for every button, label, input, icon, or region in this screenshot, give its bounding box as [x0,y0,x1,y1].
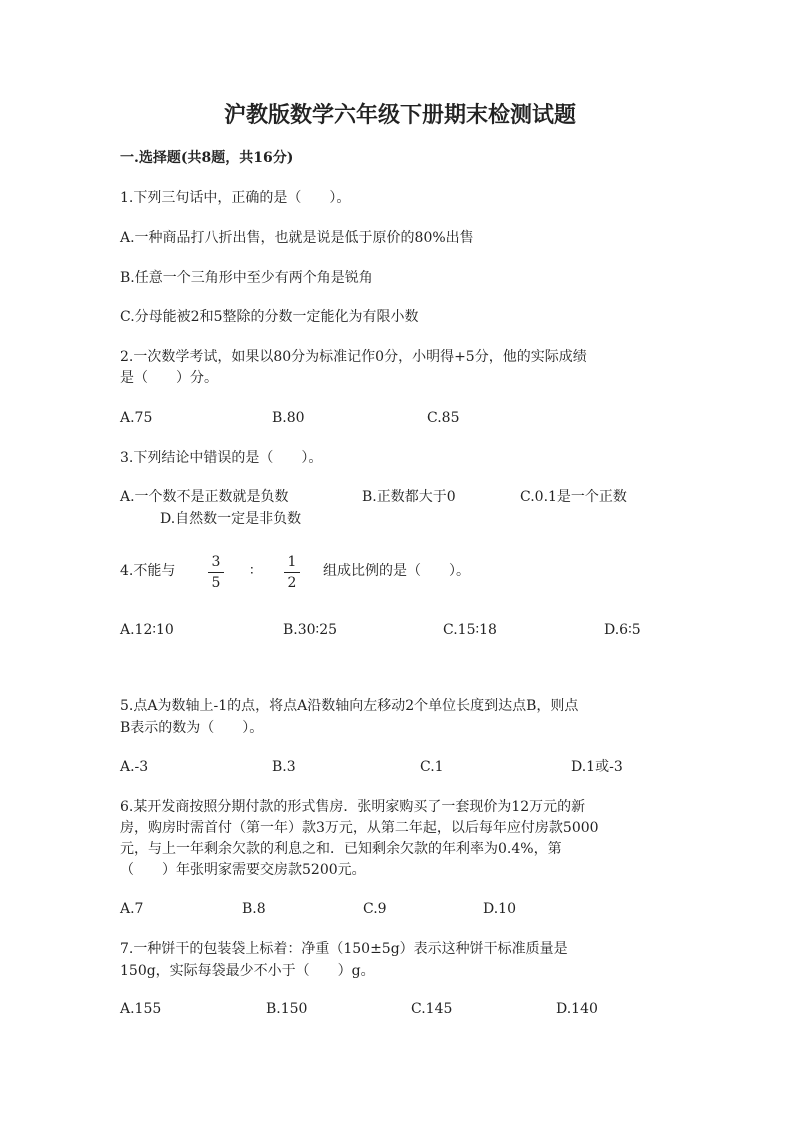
page-title: 沪教版数学六年级下册期末检测试题 [223,102,576,128]
question-6-stem-line3: 元，与上一年剩余欠款的利息之和．已知剩余欠款的年利率为0.4%，第 [120,841,562,857]
question-2-stem-line1: 2.一次数学考试，如果以80分为标准记作0分，小明得+5分，他的实际成绩 [120,349,587,365]
question-4-prefix: 4.不能与 [120,563,176,579]
question-7-stem-line2: 150g，实际每袋最少不小于（ ）g。 [120,963,375,979]
question-1-stem: 1.下列三句话中，正确的是（ ）。 [120,190,351,206]
question-3-option-a: A.一个数不是正数就是负数 [120,489,289,505]
question-3-option-c: C.0.1是一个正数 [520,489,627,505]
fraction-1-2 [282,553,302,592]
section-heading: 一.选择题(共8题，共16分) [120,150,294,166]
question-6-stem-line1: 6.某开发商按照分期付款的形式售房．张明家购买了一套现价为12万元的新 [120,799,586,815]
question-7-option-a: A.155 [120,1001,162,1017]
question-2-stem-line2: 是（ ）分。 [120,370,218,386]
fraction-3-5 [206,553,226,592]
question-4-option-d: D.6∶5 [604,622,641,638]
question-1-option-a: A.一种商品打八折出售，也就是说是低于原价的80%出售 [120,230,474,246]
question-5-option-c: C.1 [420,759,444,775]
question-5-option-d: D.1或-3 [571,759,623,775]
question-5-stem-line2: B表示的数为（ ）。 [120,720,264,736]
question-6-option-a: A.7 [120,901,144,917]
ratio-colon: ∶ [250,563,254,579]
fraction-1-2-denominator: 2 [287,575,297,591]
question-7-stem-line1: 7.一种饼干的包装袋上标着：净重（150±5g）表示这种饼干标准质量是 [120,941,568,957]
question-1-option-c: C.分母能被2和5整除的分数一定能化为有限小数 [120,309,419,325]
fraction-1-2-numerator: 1 [287,554,297,570]
question-2-option-a: A.75 [120,410,153,426]
question-6-stem-line2: 房，购房时需首付（第一年）款3万元，从第二年起，以后每年应付房款5000 [120,820,599,836]
question-4-option-a: A.12∶10 [120,622,174,638]
question-3-option-b: B.正数都大于0 [362,489,456,505]
fraction-3-5-denominator: 5 [211,575,221,591]
question-5-stem-line1: 5.点A为数轴上-1的点，将点A沿数轴向左移动2个单位长度到达点B，则点 [120,698,579,714]
question-7-option-b: B.150 [266,1001,308,1017]
fraction-3-5-numerator: 3 [211,554,221,570]
fraction-bar [284,572,300,573]
question-6-stem-line4: （ ）年张明家需要交房款5200元。 [120,862,366,878]
question-6-option-c: C.9 [363,901,387,917]
question-4-option-b: B.30∶25 [283,622,338,638]
question-7-option-c: C.145 [411,1001,453,1017]
question-2-option-b: B.80 [272,410,305,426]
question-3-stem: 3.下列结论中错误的是（ ）。 [120,450,323,466]
question-4-suffix: 组成比例的是（ ）。 [323,563,470,579]
question-2-option-c: C.85 [427,410,460,426]
question-3-option-d: D.自然数一定是非负数 [160,511,302,527]
question-6-option-b: B.8 [242,901,266,917]
fraction-bar [208,572,224,573]
question-4-option-c: C.15∶18 [443,622,497,638]
question-7-option-d: D.140 [556,1001,598,1017]
question-6-option-d: D.10 [483,901,516,917]
question-1-option-b: B.任意一个三角形中至少有两个角是锐角 [120,270,373,286]
question-5-option-a: A.-3 [120,759,149,775]
question-5-option-b: B.3 [272,759,296,775]
